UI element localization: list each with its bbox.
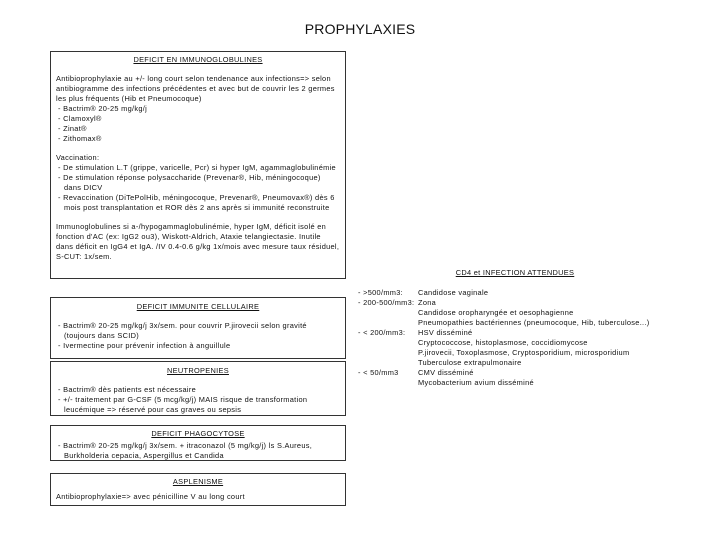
- infection-item: Candidose vaginale: [418, 288, 489, 297]
- box-immunoglobulin-deficit: [50, 51, 346, 279]
- box-title-asplenism: ASPLENISME: [172, 477, 224, 486]
- table-row: [358, 368, 650, 388]
- antibioprophylaxis-text: Antibioprophylaxie au +/- long court selon tendenance aux infections=> selon antibiogramme des infections précédentes et avec but de couvrir les 2 germes les plus fréquents (Hib et Pneumocoque): [56, 74, 335, 103]
- asplenism-text: Antibioprophylaxie=> avec pénicilline V au long court: [56, 492, 245, 501]
- cd4-infections: [418, 368, 650, 388]
- cellular-list: [56, 321, 340, 351]
- cd4-infections: [418, 328, 650, 368]
- table-row: [358, 328, 650, 368]
- cd4-level: - 200-500/mm3:: [358, 298, 415, 307]
- infection-item: Cryptococcose, histoplasmose, coccidiomycose: [418, 338, 588, 347]
- cd4-level: - >500/mm3:: [358, 288, 403, 297]
- infection-item: Pneumopathies bactériennes (pneumocoque, Hib, tuberculose...): [418, 318, 650, 327]
- list-item: - Zithomax®: [56, 134, 340, 144]
- list-item: - +/- traitement par G-CSF (5 mcg/kg/j) MAIS risque de transformation leucémique => réservé pour cas graves ou sepsis: [56, 395, 340, 415]
- table-row: [358, 288, 650, 298]
- vaccination-list: [56, 163, 340, 213]
- infection-item: CMV disséminé: [418, 368, 474, 377]
- table-row: [358, 298, 650, 328]
- list-item: - De stimulation L.T (grippe, varicelle, Pcr) si hyper IgM, agammaglobulinémie: [56, 163, 340, 173]
- cd4-infections: [418, 298, 650, 328]
- infection-item: Zona: [418, 298, 437, 307]
- list-item: - Ivermectine pour prévenir infection à anguillule: [56, 341, 340, 351]
- box-title-immunoglobulin: DEFICIT EN IMMUNOGLOBULINES: [133, 55, 263, 64]
- cd4-table: [358, 288, 650, 388]
- phagocytosis-list: [56, 441, 340, 461]
- box-title-cellular: DEFICIT IMMUNITE CELLULAIRE: [136, 302, 260, 311]
- list-item: - Bactrim® dès patients est nécessaire: [56, 385, 340, 395]
- infection-item: Tuberculose extrapulmonaire: [418, 358, 522, 367]
- list-item: - De stimulation réponse polysaccharide (Prevenar®, Hib, méningocoque) dans DICV: [56, 173, 340, 193]
- box-phagocytosis-deficit: [50, 425, 346, 461]
- list-item: - Zinat®: [56, 124, 340, 134]
- box-cellular-immunity-deficit: [50, 297, 346, 359]
- box-neutropenias: [50, 361, 346, 416]
- neutropenia-list: [56, 385, 340, 415]
- cd4-section-title: CD4 et INFECTION ATTENDUES: [455, 268, 575, 277]
- cd4-level: - < 50/mm3: [358, 368, 399, 377]
- immunoglobulin-text: Immunoglobulines si a-/hypogammaglobulinémie, hyper IgM, déficit isolé en fonction d'AC (ex: IgG2 ou3), Wiskott-Aldrich, Ataxie telangiectasie. Inutile dans déficit en IgG4 et IgA. /IV 0.4-0.6 g/kg 1x/mois avec mesure taux résiduel, S-CUT: 1x/sem.: [56, 222, 340, 261]
- cd4-level: - < 200/mm3:: [358, 328, 406, 337]
- cd4-infections: [418, 288, 650, 298]
- infection-item: Mycobacterium avium disséminé: [418, 378, 534, 387]
- antibiotic-list: [56, 104, 340, 144]
- infection-item: P.jirovecii, Toxoplasmose, Cryptosporidium, microsporidium: [418, 348, 630, 357]
- list-item: - Bactrim® 20-25 mg/kg/j 3x/sem. + itraconazol (5 mg/kg/j) ls S.Aureus, Burkholderia cepacia, Aspergillus et Candida: [56, 441, 340, 461]
- infection-item: Candidose oropharyngée et oesophagienne: [418, 308, 574, 317]
- list-item: - Revaccination (DiTePolHib, méningocoque, Prevenar®, Pneumovax®) dès 6 mois post transplantation et ROR dès 2 ans après si immunité reconstruite: [56, 193, 340, 213]
- list-item: - Clamoxyl®: [56, 114, 340, 124]
- vaccination-heading: Vaccination:: [56, 153, 100, 162]
- box-asplenism: [50, 473, 346, 506]
- list-item: - Bactrim® 20-25 mg/kg/j: [56, 104, 340, 114]
- page-title: PROPHYLAXIES: [304, 21, 416, 37]
- list-item: - Bactrim® 20-25 mg/kg/j 3x/sem. pour couvrir P.jirovecii selon gravité (toujours dans SCID): [56, 321, 340, 341]
- infection-item: HSV disséminé: [418, 328, 473, 337]
- box-title-neutropenias: NEUTROPENIES: [167, 366, 229, 375]
- box-title-phagocytosis: DEFICIT PHAGOCYTOSE: [151, 429, 245, 438]
